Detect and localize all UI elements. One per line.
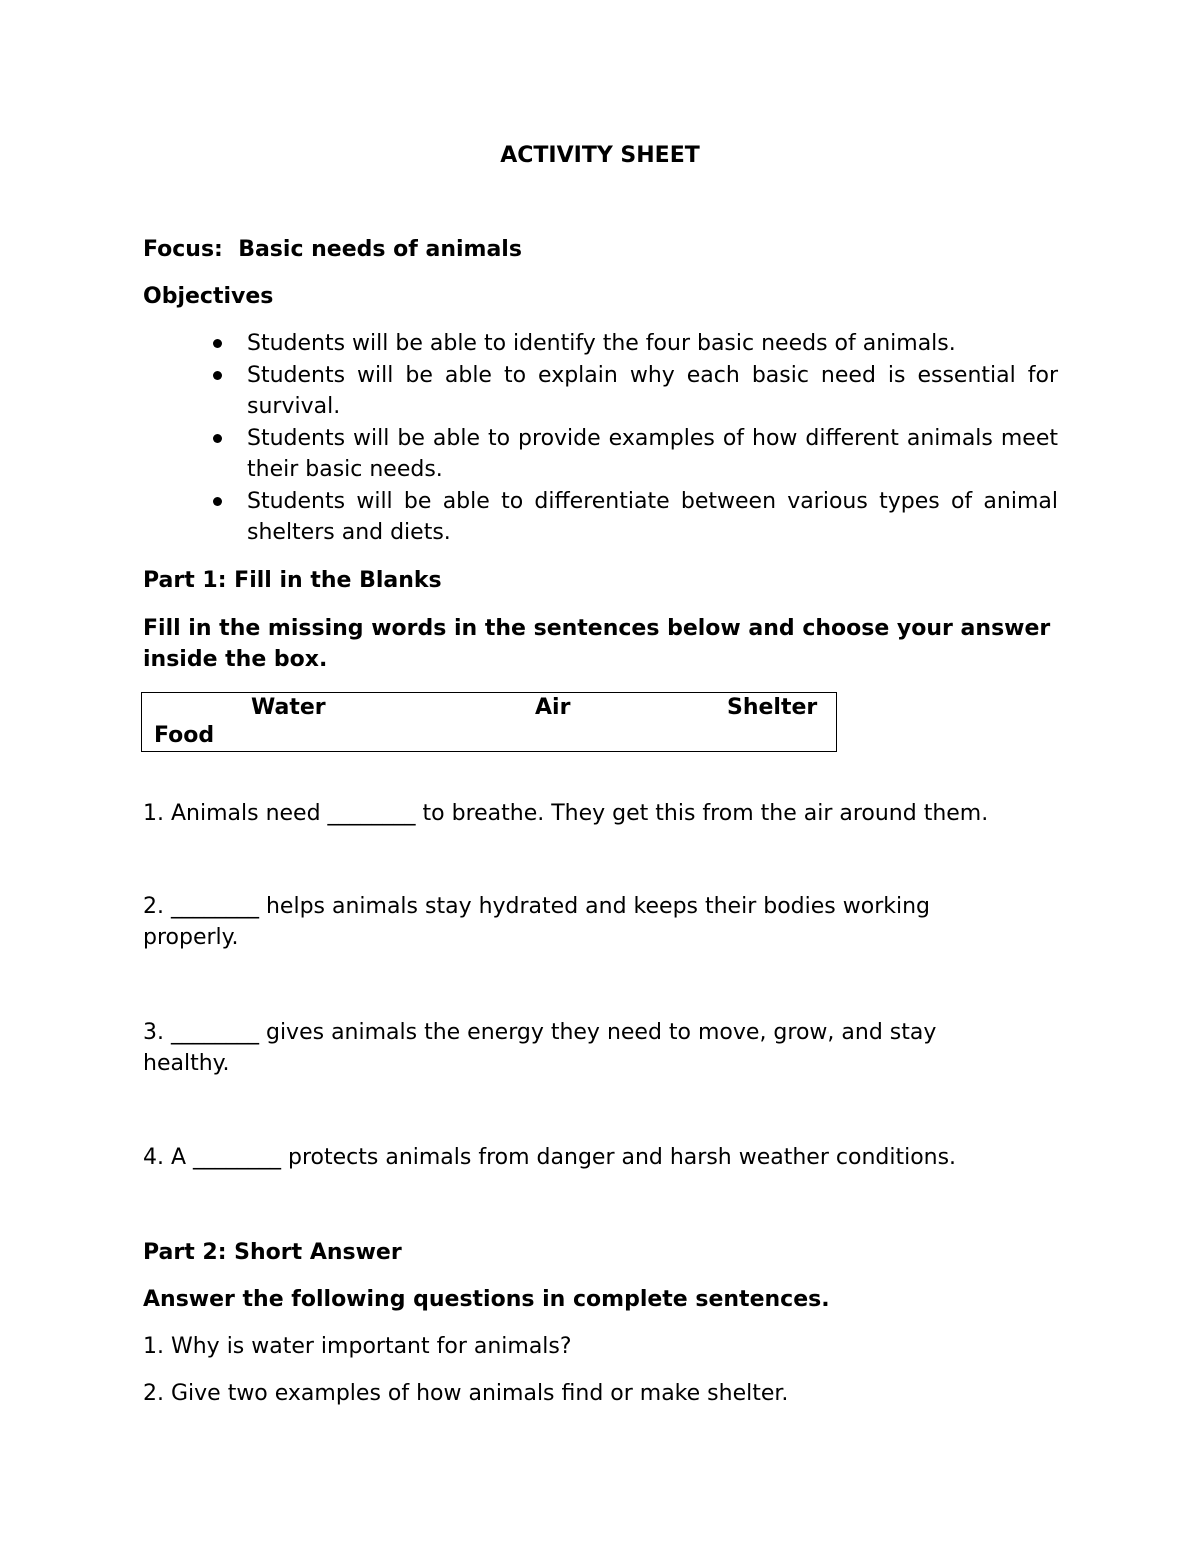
focus-label: Focus: (143, 237, 223, 262)
objective-item: Students will be able to differentiate between various types of animal shelters and diets. (143, 486, 1058, 549)
objectives-list (143, 328, 1058, 549)
word-bank-item: Water (251, 695, 326, 720)
word-bank-item: Food (154, 723, 215, 748)
objective-item: Students will be able to explain why each basic need is essential for survival. (143, 360, 1058, 423)
focus-value: Basic needs of animals (238, 237, 522, 262)
fill-question-4: 4. A ________ protects animals from danger and harsh weather conditions. (143, 1145, 957, 1170)
part2-instruction: Answer the following questions in complete sentences. (143, 1287, 830, 1312)
short-answer-question-2: 2. Give two examples of how animals find or make shelter. (143, 1381, 789, 1406)
objective-item: Students will be able to identify the four basic needs of animals. (143, 328, 1058, 360)
bullet-icon (213, 497, 222, 506)
short-answer-question-1: 1. Why is water important for animals? (143, 1334, 572, 1359)
bullet-icon (213, 339, 222, 348)
objective-item: Students will be able to provide examples of how different animals meet their basic needs. (143, 423, 1058, 486)
part2-heading: Part 2: Short Answer (143, 1240, 402, 1265)
objectives-heading: Objectives (143, 284, 274, 309)
part1-instruction: Fill in the missing words in the sentences below and choose your answer inside the box. (143, 616, 1051, 672)
word-bank-item: Shelter (727, 695, 818, 720)
focus-line (143, 234, 522, 265)
part1-heading: Part 1: Fill in the Blanks (143, 568, 442, 593)
bullet-icon (213, 434, 222, 443)
word-bank-item: Air (535, 695, 571, 720)
document-title: ACTIVITY SHEET (500, 143, 700, 168)
bullet-icon (213, 371, 222, 380)
fill-question-2: 2. ________ helps animals stay hydrated and keeps their bodies working properly. (143, 894, 930, 950)
fill-question-1: 1. Animals need ________ to breathe. They get this from the air around them. (143, 801, 989, 826)
fill-question-3: 3. ________ gives animals the energy they need to move, grow, and stay healthy. (143, 1020, 937, 1076)
word-bank-box (141, 692, 837, 752)
